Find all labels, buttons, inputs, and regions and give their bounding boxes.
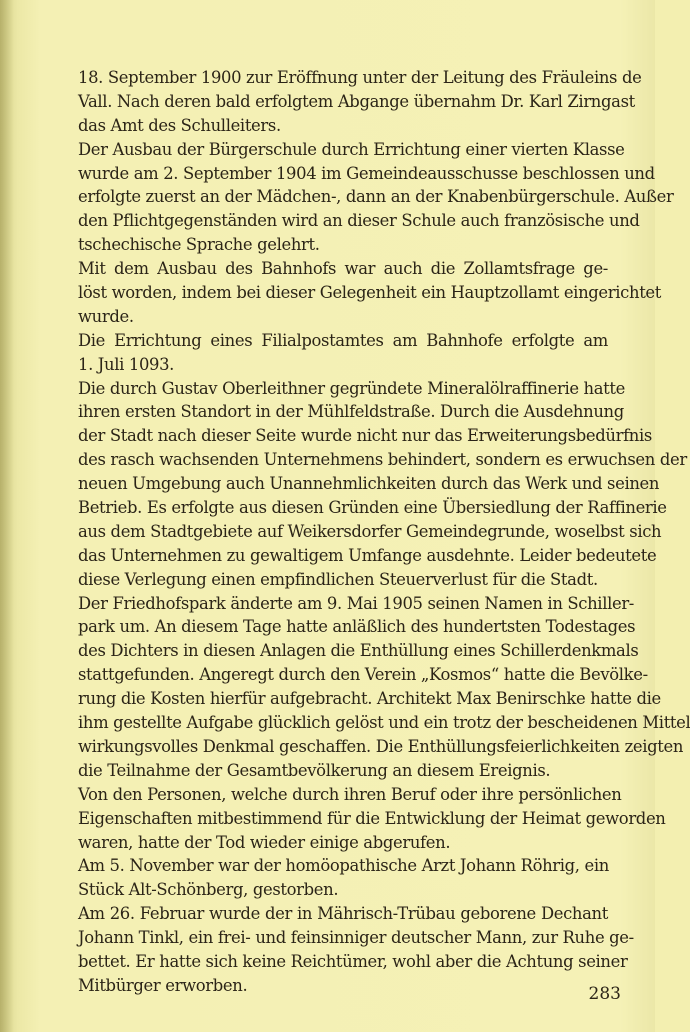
text-line: bettet. Er hatte sich keine Reichtümer, wohl aber die Achtung seiner (78, 951, 628, 971)
text-line: neuen Umgebung auch Unannehmlichkeiten durch das Werk und seinen (78, 474, 660, 494)
text-line: wirkungsvolles Denkmal geschaffen. Die Enthüllungsfeierlichkeiten zeigten (78, 736, 684, 756)
text-line: Betrieb. Es erfolgte aus diesen Gründen eine Übersiedlung der Raffinerie (78, 498, 667, 518)
text-line: tschechische Sprache gelehrt. (78, 235, 320, 255)
text-line: aus dem Stadtgebiete auf Weikersdorfer Gemeindegrunde, woselbst sich (78, 521, 662, 541)
text-line: Die Errichtung eines Filialpostamtes am Bahnhofe erfolgte am (78, 330, 608, 350)
text-line: den Pflichtgegenständen wird an dieser Schule auch französische und (78, 211, 640, 231)
text-line: das Unternehmen zu gewaltigem Umfange ausdehnte. Leider bedeutete (78, 545, 657, 565)
text-line: Vall. Nach deren bald erfolgtem Abgange übernahm Dr. Karl Zirngast (78, 91, 635, 111)
text-line: Am 5. November war der homöopathische Arzt Johann Röhrig, ein (78, 856, 609, 876)
text-line: wurde am 2. September 1904 im Gemeindeausschusse beschlossen und (78, 163, 655, 183)
text-line: Von den Personen, welche durch ihren Beruf oder ihre persönlichen (78, 784, 622, 804)
text-line: ihren ersten Standort in der Mühlfeldstraße. Durch die Ausdehnung (78, 402, 624, 422)
text-line: Eigenschaften mitbestimmend für die Entwicklung der Heimat geworden (78, 808, 666, 828)
text-line: Johann Tinkl, ein frei- und feinsinniger deutscher Mann, zur Ruhe ge- (78, 928, 634, 948)
text-line: 18. September 1900 zur Eröffnung unter der Leitung des Fräuleins de (78, 68, 642, 87)
text-line: die Teilnahme der Gesamtbevölkerung an diesem Ereignis. (78, 760, 551, 780)
text-line: Mitbürger erworben. (78, 975, 248, 995)
text-line: diese Verlegung einen empfindlichen Steuerverlust für die Stadt. (78, 569, 598, 589)
text-line: Mit dem Ausbau des Bahnhofs war auch die Zollamtsfrage ge- (78, 259, 608, 279)
page-number: 283 (588, 984, 621, 1004)
binding-shadow (0, 0, 14, 1032)
text-line: rung die Kosten hierfür aufgebracht. Architekt Max Benirschke hatte die (78, 689, 661, 709)
text-line: 1. Juli 1093. (78, 354, 175, 374)
text-line: Die durch Gustav Oberleithner gegründete Mineralölraffinerie hatte (78, 378, 625, 398)
text-line: löst worden, indem bei dieser Gelegenheit ein Hauptzollamt eingerichtet (78, 283, 662, 303)
text-line: wurde. (78, 306, 134, 326)
text-line: ihm gestellte Aufgabe glücklich gelöst und ein trotz der bescheidenen Mittel (78, 713, 690, 733)
text-line: Stück Alt-Schönberg, gestorben. (78, 880, 339, 900)
text-line: Der Friedhofspark änderte am 9. Mai 1905 seinen Namen in Schiller- (78, 593, 634, 613)
text-line: waren, hatte der Tod wieder einige abgerufen. (78, 832, 451, 852)
text-line: park um. An diesem Tage hatte anläßlich des hundertsten Todestages (78, 617, 636, 637)
text-line: Der Ausbau der Bürgerschule durch Errichtung einer vierten Klasse (78, 139, 625, 159)
text-line: Am 26. Februar wurde der in Mährisch-Trübau geborene Dechant (78, 904, 608, 924)
text-line: stattgefunden. Angeregt durch den Verein „Kosmos“ hatte die Bevölke- (78, 665, 648, 685)
text-line: der Stadt nach dieser Seite wurde nicht nur das Erweiterungsbedürfnis (78, 426, 652, 446)
text-line: des rasch wachsenden Unternehmens behindert, sondern es erwuchsen der (78, 450, 687, 470)
text-line: erfolgte zuerst an der Mädchen-, dann an der Knabenbürgerschule. Außer (78, 187, 674, 207)
text-line: das Amt des Schulleiters. (78, 115, 281, 135)
text-line: des Dichters in diesen Anlagen die Enthüllung eines Schillerdenkmals (78, 641, 639, 661)
